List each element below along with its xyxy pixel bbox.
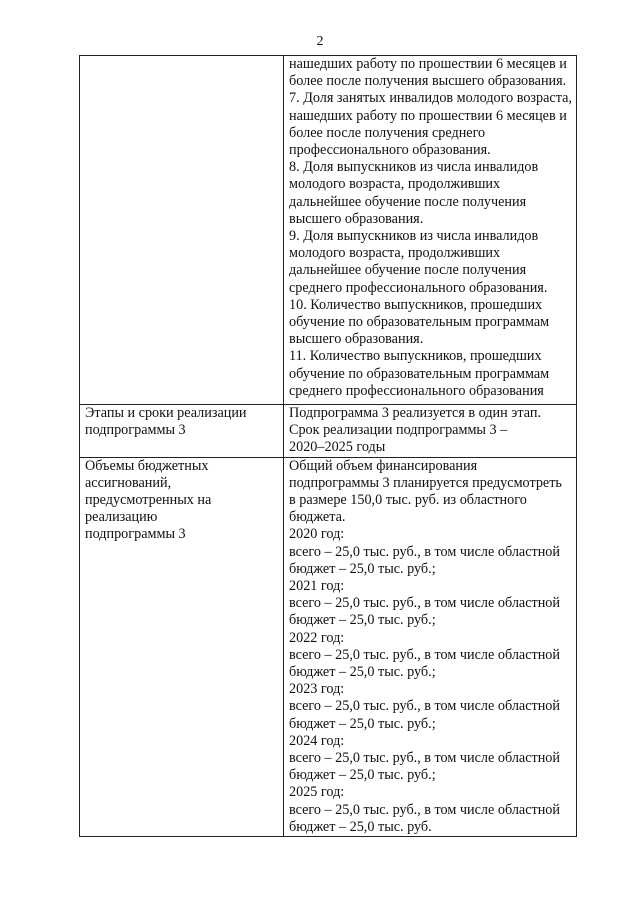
subprogram-passport-table bbox=[79, 55, 577, 837]
text-line: нашедших работу по прошествии 6 месяцев и bbox=[289, 56, 567, 72]
table-cell-value bbox=[284, 405, 577, 458]
text-line: Объемы бюджетных bbox=[85, 457, 209, 474]
text-line: 7. Доля занятых инвалидов молодого возраста, bbox=[289, 90, 572, 107]
text-line: Общий объем финансирования bbox=[289, 457, 478, 474]
text-line: среднего профессионального образования bbox=[289, 382, 544, 399]
text-line: всего – 25,0 тыс. руб., в том числе областной bbox=[289, 698, 560, 715]
table-cell-value bbox=[284, 457, 577, 836]
table-row-stages bbox=[80, 405, 577, 458]
text-line: 2024 год: bbox=[289, 732, 345, 749]
text-line: 2023 год: bbox=[289, 681, 345, 698]
text-line: всего – 25,0 тыс. руб., в том числе областной bbox=[289, 750, 560, 767]
page-number: 2 bbox=[316, 34, 324, 49]
text-line: подпрограммы 3 bbox=[85, 422, 186, 439]
text-line: Подпрограмма 3 реализуется в один этап. bbox=[289, 405, 541, 421]
text-line: 2025 год: bbox=[289, 784, 345, 801]
text-line: бюджет – 25,0 тыс. руб.; bbox=[289, 767, 436, 784]
text-line: бюджет – 25,0 тыс. руб.; bbox=[289, 664, 436, 681]
text-line: молодого возраста, продолживших bbox=[289, 176, 501, 193]
text-line: ассигнований, bbox=[85, 474, 172, 491]
table-cell-label bbox=[80, 405, 284, 458]
text-line: нашедших работу по прошествии 6 месяцев и bbox=[289, 107, 567, 124]
text-line: высшего образования. bbox=[289, 331, 424, 348]
text-line: среднего профессионального образования. bbox=[289, 279, 548, 296]
text-line: 2020 год: bbox=[289, 526, 345, 543]
text-line: Срок реализации подпрограммы 3 – bbox=[289, 422, 508, 439]
text-line: бюджет – 25,0 тыс. руб.; bbox=[289, 612, 436, 629]
text-line: 9. Доля выпускников из числа инвалидов bbox=[289, 228, 539, 245]
text-line: всего – 25,0 тыс. руб., в том числе областной bbox=[289, 801, 560, 818]
text-line: молодого возраста, продолживших bbox=[289, 245, 501, 262]
text-line: подпрограммы 3 bbox=[85, 526, 186, 543]
text-line: 2022 год: bbox=[289, 629, 345, 646]
text-line: обучение по образовательным программам bbox=[289, 365, 550, 382]
text-line: бюджета. bbox=[289, 509, 346, 526]
text-line: 2020–2025 годы bbox=[289, 439, 386, 456]
text-line: более после получения высшего образования. bbox=[289, 73, 567, 90]
text-line: 10. Количество выпускников, прошедших bbox=[289, 296, 543, 313]
text-line: всего – 25,0 тыс. руб., в том числе областной bbox=[289, 646, 560, 663]
text-line: Этапы и сроки реализации bbox=[85, 405, 247, 421]
table-row-budget bbox=[80, 457, 577, 836]
text-line: 11. Количество выпускников, прошедших bbox=[289, 348, 542, 365]
text-line: высшего образования. bbox=[289, 210, 424, 227]
text-line: всего – 25,0 тыс. руб., в том числе областной bbox=[289, 595, 560, 612]
text-line: дальнейшее обучение после получения bbox=[289, 262, 527, 279]
table-cell-label bbox=[80, 56, 284, 405]
text-line: бюджет – 25,0 тыс. руб. bbox=[289, 818, 432, 835]
text-line: бюджет – 25,0 тыс. руб.; bbox=[289, 560, 436, 577]
table-row-indicators bbox=[80, 56, 577, 405]
text-line: обучение по образовательным программам bbox=[289, 314, 550, 331]
table-cell-label bbox=[80, 457, 284, 836]
text-line: в размере 150,0 тыс. руб. из областного bbox=[289, 492, 527, 509]
text-line: более после получения среднего bbox=[289, 124, 486, 141]
text-line: бюджет – 25,0 тыс. руб.; bbox=[289, 715, 436, 732]
text-line: реализацию bbox=[85, 509, 158, 526]
text-line: всего – 25,0 тыс. руб., в том числе областной bbox=[289, 543, 560, 560]
text-line: подпрограммы 3 планируется предусмотреть bbox=[289, 474, 562, 491]
text-line: предусмотренных на bbox=[85, 492, 212, 509]
text-line: 8. Доля выпускников из числа инвалидов bbox=[289, 159, 539, 176]
text-line: 2021 год: bbox=[289, 578, 345, 595]
text-line: профессионального образования. bbox=[289, 142, 491, 159]
text-line: дальнейшее обучение после получения bbox=[289, 193, 527, 210]
table-cell-value bbox=[284, 56, 577, 405]
